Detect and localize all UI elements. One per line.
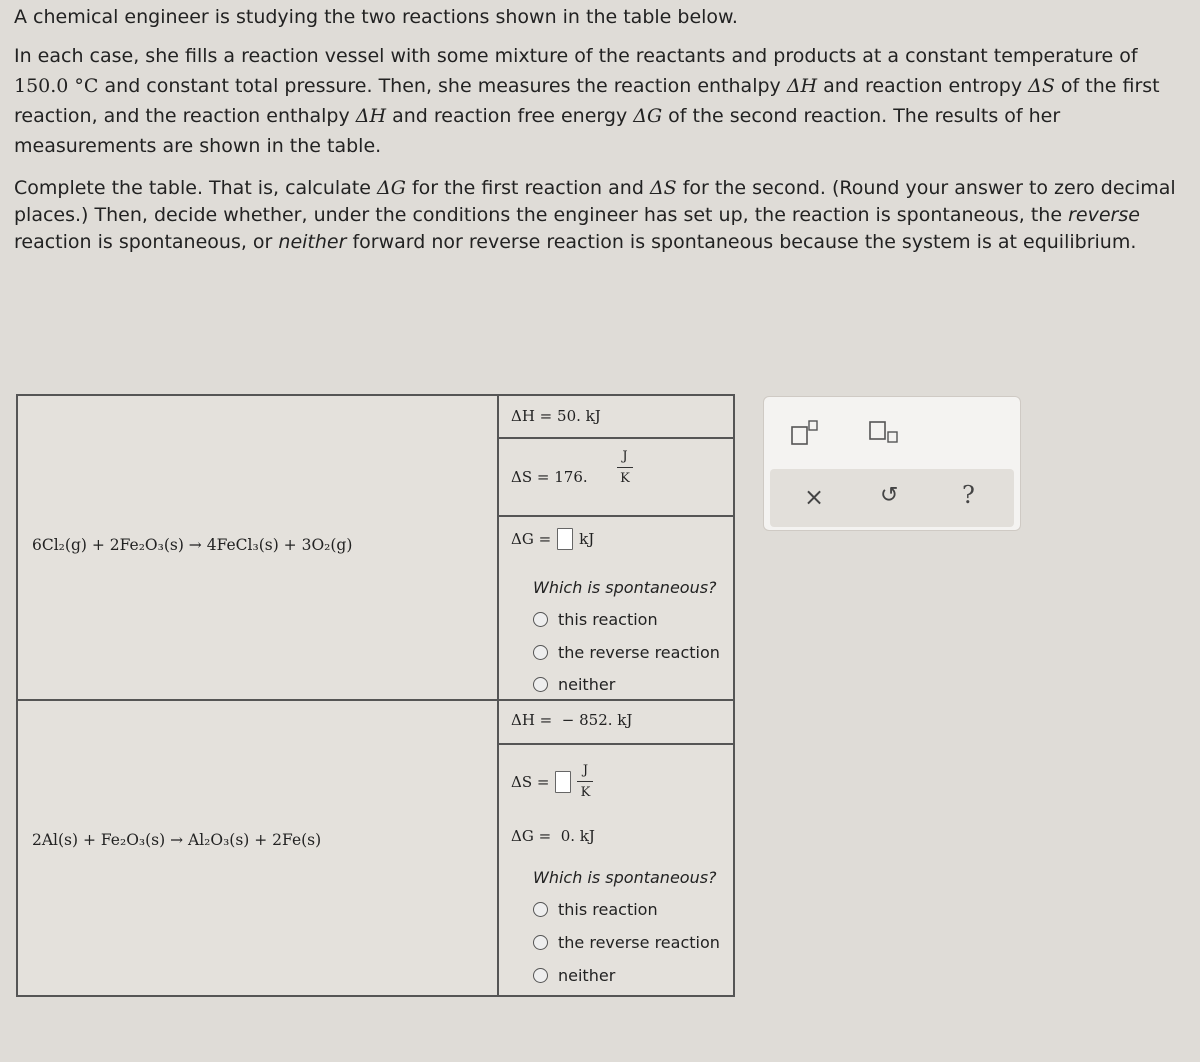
subscript-icon[interactable] [868,419,902,447]
delta-s-label: ΔS = [511,468,550,486]
option-label: this reaction [558,610,658,629]
radio-button[interactable] [533,935,548,950]
option-label: neither [558,966,616,985]
unit-denominator: K [620,471,630,486]
radio-button[interactable] [533,677,548,692]
option-label: this reaction [558,900,658,919]
delta-h-symbol: ΔH [355,105,387,127]
delta-s-symbol: ΔS [649,177,677,199]
delta-g-cell [511,827,595,845]
unit-numerator: J [582,763,589,778]
option-neither[interactable] [533,675,615,694]
delta-g-symbol: ΔG [633,105,663,127]
text: for the first reaction and [405,177,650,199]
radio-button[interactable] [533,612,548,627]
emphasis: reverse [1068,204,1140,226]
option-label: the reverse reaction [558,643,720,662]
text: of the second reaction. The results of her measurements are shown in the table. [14,105,1061,157]
radio-button[interactable] [533,645,548,660]
option-reverse-reaction[interactable] [533,933,720,952]
answer-toolbar [763,396,1021,531]
instructions-paragraph [14,175,1189,256]
option-reverse-reaction[interactable] [533,643,720,662]
option-this-reaction[interactable] [533,610,658,629]
reaction-equation: 6Cl₂(g) + 2Fe₂O₃(s) → 4FeCl₃(s) + 3O₂(g) [32,536,353,554]
reaction-data [499,396,733,699]
option-neither[interactable] [533,966,615,985]
delta-h-label: ΔH = [511,407,553,425]
intro-paragraph [14,41,1189,161]
radio-button[interactable] [533,902,548,917]
delta-s-cell [511,763,593,800]
delta-h-label: ΔH = [511,711,553,729]
problem-statement [14,2,1189,256]
reaction-row-2 [18,701,733,995]
undo-icon[interactable]: ↺ [880,483,899,508]
delta-s-label: ΔS = [511,772,550,791]
text: of the first reaction, and the reaction enthalpy [14,75,1160,127]
entropy-unit [577,763,593,800]
reaction-row-1 [18,396,733,701]
text: reaction is spontaneous, or [14,231,279,253]
text: for the second. (Round your answer to zero decimal places.) Then, decide whether, under the conditions the engineer has set up, the reaction is spontaneous, the [14,177,1176,226]
text: and reaction free energy [386,105,634,127]
text: forward nor reverse reaction is spontaneous because the system is at equilibrium. [346,231,1137,253]
temperature: 150.0 °C [14,75,99,97]
emphasis: neither [278,231,347,253]
spontaneous-question: Which is spontaneous? [533,868,717,887]
delta-g-symbol: ΔG [377,177,406,199]
clear-icon[interactable]: × [804,483,825,511]
intro-line: A chemical engineer is studying the two reactions shown in the table below. [14,6,738,28]
delta-g-label: ΔG = [511,530,552,548]
text: and reaction entropy [817,75,1029,97]
superscript-icon[interactable] [790,419,820,447]
text: and constant total pressure. Then, she measures the reaction enthalpy [98,75,787,97]
delta-s-symbol: ΔS [1028,75,1055,97]
delta-g-label: ΔG = [511,827,552,845]
reaction-equation: 2Al(s) + Fe₂O₃(s) → Al₂O₃(s) + 2Fe(s) [32,831,322,849]
delta-h-value: − 852. kJ [561,711,633,729]
delta-h-value: 50. kJ [557,407,601,425]
delta-g-cell [511,528,594,550]
delta-s-cell [499,439,733,517]
delta-h-cell [499,396,733,439]
reaction-data [499,701,733,995]
reaction-table [16,394,735,997]
unit-numerator: J [622,449,628,464]
help-icon[interactable]: ? [962,481,975,509]
delta-s-value: 176. [554,468,588,486]
option-label: neither [558,675,616,694]
delta-h-cell [499,701,733,745]
delta-g-input[interactable] [557,528,573,550]
entropy-unit [617,449,633,486]
spontaneous-question: Which is spontaneous? [533,578,717,597]
text: Complete the table. That is, calculate [14,177,378,199]
delta-h-symbol: ΔH [786,75,818,97]
text: In each case, she fills a reaction vessel with some mixture of the reactants and products at a constant temperature of [14,45,1138,67]
unit-denominator: K [580,785,591,800]
delta-s-input[interactable] [555,771,571,793]
radio-button[interactable] [533,968,548,983]
delta-g-value: 0. kJ [560,827,595,845]
toolbar-actions [770,469,1014,527]
option-this-reaction[interactable] [533,900,658,919]
option-label: the reverse reaction [558,933,720,952]
delta-g-unit: kJ [579,530,595,548]
